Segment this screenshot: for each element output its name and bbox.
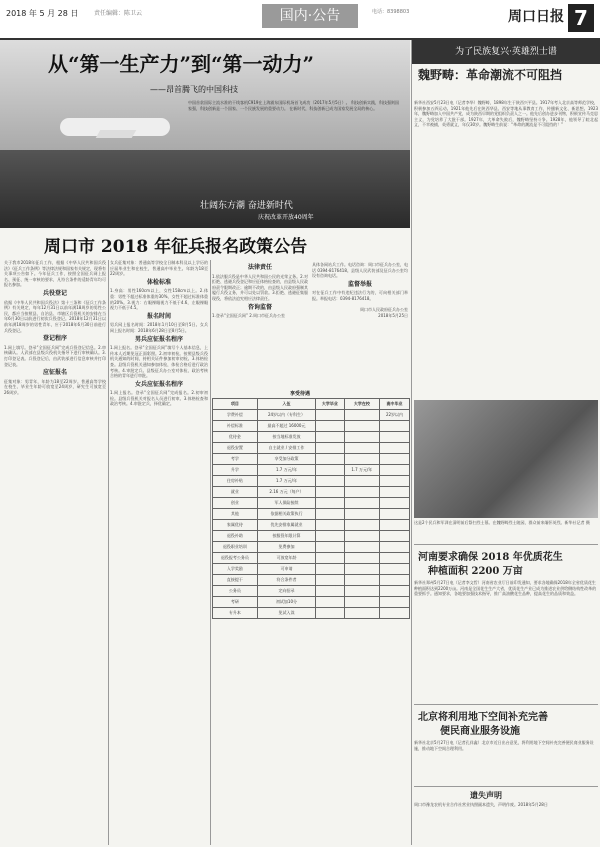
table-cell bbox=[344, 542, 379, 553]
table-cell bbox=[316, 531, 345, 542]
memorial-photo bbox=[414, 400, 598, 518]
table-cell bbox=[379, 520, 409, 531]
page-header bbox=[0, 0, 600, 40]
table-cell bbox=[379, 487, 409, 498]
table-cell bbox=[316, 476, 345, 487]
table-cell: 退役补助 bbox=[213, 531, 258, 542]
recruitment-title: 周口市 2018 年征兵报名政策公告 bbox=[44, 237, 308, 257]
hero-article-body: 新华社西安5月23日电（记者李华）魏野畴，1898年生于陕西兴平县。1917年考入北京高等师范学校，积极参加五四运动。1921年他先后在陕西华县、西安等地从事教育工作，传播新文化、新思想。1923年，魏野畴加入中国共产党，成为陕西早期的党组织负责人之一。他先后创办进步刊物，积极宣传马克思主义，为党培养了大批干部。1927年，大革命失败后，魏野畴坚持斗争。1928年，他领导了皖北起义，不幸被捕，英勇就义，年仅30岁。魏野畴生前说：“革命的潮流是不可阻挡的！” bbox=[414, 100, 598, 127]
table-cell bbox=[379, 542, 409, 553]
table-cell: 优待金 bbox=[213, 432, 258, 443]
table-cell: 升学 bbox=[213, 465, 258, 476]
table-row bbox=[213, 542, 410, 553]
body-text: 女兵征集对象：普通高等学校全日制本科及以上学历的应届毕业生和在校生，普通高中毕业生。年龄为18至22周岁。 bbox=[110, 260, 208, 277]
table-cell bbox=[344, 443, 379, 454]
table-cell: 免试入读 bbox=[257, 608, 315, 619]
column-divider bbox=[108, 260, 109, 845]
table-row bbox=[213, 454, 410, 465]
body-text: 对在征兵工作中有违纪违法行为的，可向相关部门举报。举报电话：0394-8176418。 bbox=[312, 290, 408, 301]
table-cell bbox=[316, 454, 345, 465]
notice-column-3 bbox=[212, 262, 308, 392]
table-row bbox=[213, 509, 410, 520]
banner-slogan: 壮阔东方潮 奋进新时代 bbox=[200, 201, 293, 211]
table-row bbox=[213, 410, 410, 421]
table-cell bbox=[344, 586, 379, 597]
table-cell: 直接提干 bbox=[213, 575, 258, 586]
table-cell: 优先安排家属就业 bbox=[257, 520, 315, 531]
table-cell bbox=[379, 531, 409, 542]
notice-column-1 bbox=[4, 260, 106, 842]
table-row bbox=[213, 553, 410, 564]
table-cell bbox=[316, 410, 345, 421]
table-cell: 军人保险接续 bbox=[257, 498, 315, 509]
section-heading: 报名时间 bbox=[146, 312, 171, 320]
table-cell bbox=[379, 498, 409, 509]
table-cell bbox=[379, 476, 409, 487]
table-cell: 可放宽年龄 bbox=[257, 553, 315, 564]
beijing-article-body: 新华社北京5月27日电（记者孔祥鑫）北京市近日出台意见，将利用地下空间补充完善便民商业服务设施，推动地下空间合理利用。 bbox=[414, 740, 594, 751]
section-heading: 男兵应征报名程序 bbox=[134, 335, 183, 343]
table-cell: 退役职业培训 bbox=[213, 542, 258, 553]
table-cell bbox=[316, 564, 345, 575]
newspaper-logo: 周口日报 bbox=[508, 9, 564, 25]
banner-subtitle: ——昂首腾飞的中国科技 bbox=[150, 85, 238, 94]
table-cell bbox=[344, 454, 379, 465]
section-title: 国内·公告 bbox=[262, 4, 358, 28]
table-header-cell: 大学毕业 bbox=[316, 399, 345, 410]
airplane-wing-icon bbox=[96, 130, 137, 138]
table-row bbox=[213, 575, 410, 586]
body-text: 男兵网上报名时间：2018年1月10日至8月5日。女兵网上报名时间：2018年6月28日至8月5日。 bbox=[110, 322, 208, 333]
table-header-cell: 入伍 bbox=[257, 399, 315, 410]
table-cell: 退役安置 bbox=[213, 443, 258, 454]
banner-title: 从“第一生产力”到“第一动力” bbox=[48, 52, 315, 76]
table-header-cell: 项目 bbox=[213, 399, 258, 410]
banner-ground bbox=[0, 150, 410, 228]
table-cell: 就业 bbox=[213, 487, 258, 498]
table-cell bbox=[379, 465, 409, 476]
table-cell: 1.7 万元/年 bbox=[257, 476, 315, 487]
banner-text: 中国首款国际主流水准的干线客机C919在上海浦东国际机场首飞成功（2017年5月5日）。 科技创新实践，科技强则国家强，科技创新是一个国家、一个民族发展的重要动力。 在新时代，科技创新已成为国家发展全局的核心。 bbox=[188, 100, 399, 111]
table-row bbox=[213, 564, 410, 575]
table-cell bbox=[316, 432, 345, 443]
body-text: 1.网上填写。登录“全国征兵网”完成兵役登记信息。2.审核确认。人武部在县级兵役机关指导下进行审核确认。3.打印登记表。兵役登记后，由武装部进行信息审核并打印登记表。 bbox=[4, 344, 106, 367]
sign-org: 周口市人民政府征兵办公室 bbox=[360, 307, 408, 313]
table-cell bbox=[344, 421, 379, 432]
table-cell bbox=[316, 509, 345, 520]
table-cell: 住房补贴 bbox=[213, 476, 258, 487]
table-cell: 学费补偿 bbox=[213, 410, 258, 421]
table-cell bbox=[379, 443, 409, 454]
table-title: 享受待遇 bbox=[290, 391, 311, 397]
body-text: 1.网上报名。登录“全国征兵网”完成报名。2.初审初检。县级兵役机关对报名人员进行初审。3.体格检查和政治考核。4.审批定兵，择优确定。 bbox=[110, 390, 208, 407]
table-cell: 可申请 bbox=[257, 564, 315, 575]
issue-date: 2018 年 5 月 28 日 bbox=[6, 9, 79, 18]
table-row bbox=[213, 476, 410, 487]
editor-credit: 责任编辑：陈卫云 bbox=[94, 10, 143, 17]
table-cell: 家属优待 bbox=[213, 520, 258, 531]
body-text: 1.登录“全国征兵网” 2.周口市征兵办公室 bbox=[212, 313, 286, 319]
table-cell bbox=[316, 575, 345, 586]
table-cell: 按服役年限计算 bbox=[257, 531, 315, 542]
section-heading: 女兵应征报名程序 bbox=[134, 380, 183, 388]
table-cell bbox=[316, 520, 345, 531]
table-cell: 24岁以内（专科生） bbox=[257, 410, 315, 421]
beijing-article-title-1: 北京将利用地下空间补充完善 bbox=[418, 712, 548, 723]
table-cell bbox=[344, 575, 379, 586]
table-cell bbox=[379, 421, 409, 432]
table-row bbox=[213, 597, 410, 608]
table-cell: 专升本 bbox=[213, 608, 258, 619]
section-heading: 应征报名 bbox=[42, 369, 67, 377]
table-cell bbox=[316, 465, 345, 476]
table-cell bbox=[344, 520, 379, 531]
body-text: 具体各网站兵工作。电话咨询：周口市征兵办公室，电话 0394-8176418。县级人民武装部及征兵办公室均设有咨询电话。 bbox=[312, 262, 408, 279]
section-heading: 登记程序 bbox=[42, 335, 67, 343]
table-cell: 入学奖励 bbox=[213, 564, 258, 575]
body-text: 征集对象：男青年，年龄为18至22周岁。普通高等学校在校生、毕业生年龄可放宽至24周岁，研究生可放宽至26周岁。 bbox=[4, 378, 106, 395]
table-cell bbox=[344, 531, 379, 542]
table-cell bbox=[316, 553, 345, 564]
peanut-article-title-2: 种植面积 2200 万亩 bbox=[428, 566, 523, 577]
table-row bbox=[213, 586, 410, 597]
table-cell: 自主就业 / 安排工作 bbox=[257, 443, 315, 454]
table-row bbox=[213, 465, 410, 476]
phone-number: 电话：8398803 bbox=[372, 9, 410, 15]
table-header-cell: 大学在校 bbox=[344, 399, 379, 410]
table-cell: 创业 bbox=[213, 498, 258, 509]
table-cell: 退役报考公务员 bbox=[213, 553, 258, 564]
table-row bbox=[213, 487, 410, 498]
table-cell bbox=[379, 509, 409, 520]
table-cell bbox=[316, 421, 345, 432]
table-cell bbox=[344, 476, 379, 487]
table-cell bbox=[379, 575, 409, 586]
table-cell bbox=[344, 509, 379, 520]
table-cell bbox=[379, 432, 409, 443]
beijing-article-title-2: 便民商业服务设施 bbox=[440, 726, 520, 737]
table-cell bbox=[344, 553, 379, 564]
row-divider bbox=[414, 544, 598, 545]
table-cell: 公务员 bbox=[213, 586, 258, 597]
table-header-cell: 高中毕业 bbox=[379, 399, 409, 410]
table-cell bbox=[316, 608, 345, 619]
table-cell bbox=[344, 597, 379, 608]
table-cell bbox=[316, 487, 345, 498]
table-cell: 最高不超过 16000元 bbox=[257, 421, 315, 432]
table-row bbox=[213, 432, 410, 443]
row-divider bbox=[414, 786, 598, 787]
column-divider bbox=[210, 260, 211, 845]
section-heading: 咨询监督 bbox=[247, 303, 272, 311]
body-text: 1.身高：男性160cm以上，女性158cm以上。2.体重：男性不超过标准体重的30%，女性不超过标准体重的20%。3.视力：右眼裸眼视力不低于4.6，左眼裸眼视力不低于4.5。 bbox=[110, 288, 208, 311]
table-cell bbox=[316, 498, 345, 509]
table-cell bbox=[379, 553, 409, 564]
table-cell: 1.7 万元/年 bbox=[344, 465, 379, 476]
table-cell: 定向招录 bbox=[257, 586, 315, 597]
banner-slogan-sub: 庆祝改革开放40周年 bbox=[258, 214, 314, 221]
section-heading: 体检标准 bbox=[146, 278, 171, 286]
banner-photo bbox=[0, 40, 410, 228]
table-cell bbox=[316, 586, 345, 597]
lost-notice-body: 周口市豫龙农机专业合作社营业执照副本遗失，声明作废。2018年5月28日 bbox=[414, 802, 548, 807]
table-header-row bbox=[213, 399, 410, 410]
benefits-table bbox=[212, 398, 410, 619]
hero-series-header: 为了民族复兴·英雄烈士谱 bbox=[412, 40, 600, 64]
table-cell: 初试加10分 bbox=[257, 597, 315, 608]
table-cell: 享受加分政策 bbox=[257, 454, 315, 465]
table-cell: 其他 bbox=[213, 509, 258, 520]
table-cell bbox=[379, 564, 409, 575]
sign-date: 2018年5月25日 bbox=[378, 312, 408, 318]
table-cell bbox=[344, 498, 379, 509]
table-cell: 2.16 万元（每户） bbox=[257, 487, 315, 498]
notice-column-4 bbox=[312, 262, 408, 392]
table-cell bbox=[379, 597, 409, 608]
table-cell: 符合条件者 bbox=[257, 575, 315, 586]
table-cell bbox=[344, 410, 379, 421]
table-cell: 考研 bbox=[213, 597, 258, 608]
table-row bbox=[213, 421, 410, 432]
table-cell bbox=[379, 586, 409, 597]
table-row bbox=[213, 443, 410, 454]
table-row bbox=[213, 498, 410, 509]
table-cell bbox=[316, 597, 345, 608]
table-row bbox=[213, 608, 410, 619]
table-cell bbox=[379, 454, 409, 465]
table-cell bbox=[344, 564, 379, 575]
lost-notice-title: 遗失声明 bbox=[470, 791, 502, 800]
intro-text: 关于我市2018年征兵工作，根据《中华人民共和国兵役法》《征兵工作条例》等法律法规和国家有关规定，现将有关事项公告如下。今年征兵工作，按照全国征兵网上报名、预征、统一审核的要求，凡符合条件的适龄青年均可报名参加。 bbox=[4, 260, 106, 288]
peanut-article-title-1: 河南要求确保 2018 年优质花生 bbox=[418, 552, 563, 563]
column-divider bbox=[411, 40, 412, 845]
section-heading: 监督举报 bbox=[347, 280, 372, 288]
table-cell bbox=[316, 443, 345, 454]
table-cell bbox=[344, 487, 379, 498]
photo-caption: 这是2个民兵和军训在清明前后祭扫烈士墓。在魏野畴烈士陵园，群众前来缅怀英烈。新华社记者 摄 bbox=[414, 520, 590, 525]
body-text: 依据《中华人民共和国兵役法》第十三条和《征兵工作条例》有关规定，每年12月31日以前年满18周岁的男性公民，都应当按照县、自治县、市辖区兵役机关的安排在当年6月30日以前进行初次兵役登记。2018年12月31日以前年满18周岁的男性青年，应于2018年6月30日前进行兵役登记。 bbox=[4, 299, 106, 333]
table-cell bbox=[344, 432, 379, 443]
page-number: 7 bbox=[568, 4, 594, 32]
table-cell: 1.7 万元/年 bbox=[257, 465, 315, 476]
table-cell: 22岁以内 bbox=[379, 410, 409, 421]
section-heading: 法律责任 bbox=[247, 264, 272, 271]
table-row bbox=[213, 531, 410, 542]
peanut-article-body: 新华社郑州5月27日电（记者李文哲）河南省农业厅日前印发通知，要求各地确保2018年全省优质花生种植面积达到2200万亩。河南是全国花生生产大省，优质花生产业已成为推进农业供给侧结构性改革的重要抓手。通知要求，各地要加强技术指导，推广高油酸花生品种，提高花生的品质和效益。 bbox=[414, 580, 597, 596]
table-cell bbox=[316, 542, 345, 553]
section-heading: 兵役登记 bbox=[42, 289, 67, 297]
table-cell bbox=[379, 608, 409, 619]
table-cell bbox=[344, 608, 379, 619]
hero-article-title: 魏野畴：革命潮流不可阻挡 bbox=[418, 68, 563, 82]
table-cell: 补偿标准 bbox=[213, 421, 258, 432]
table-row bbox=[213, 520, 410, 531]
body-text: 1.依法服兵役是中华人民共和国公民的光荣义务。2.对拒绝、逃避兵役登记和应征体格检查的，由县级人民政府责令限期改正；逾期不改的，由县级人民政府强制其履行兵役义务，并可以处以罚款。3.拒绝、逃避征集服现役，将依法追究相应法律责任。 bbox=[212, 273, 308, 301]
table-cell: 考学 bbox=[213, 454, 258, 465]
notice-column-2 bbox=[110, 260, 208, 842]
table-cell: 依据相关政策执行 bbox=[257, 509, 315, 520]
table-cell: 免费参加 bbox=[257, 542, 315, 553]
table-cell: 按当地标准发放 bbox=[257, 432, 315, 443]
row-divider bbox=[414, 704, 598, 705]
body-text: 1.网上报名。登录“全国征兵网”填写个人基本信息，上传本人近期免冠正面彩照。2.初审初检。按照县级兵役机关通知的时间，持相关证件参加初审初检。3.体格检查。县级兵役机关通知参加体检，体检合格后进行政治考核。4.审批定兵。县级征兵办公室对体检、政治考核合格的青年进行审批。 bbox=[110, 345, 208, 379]
